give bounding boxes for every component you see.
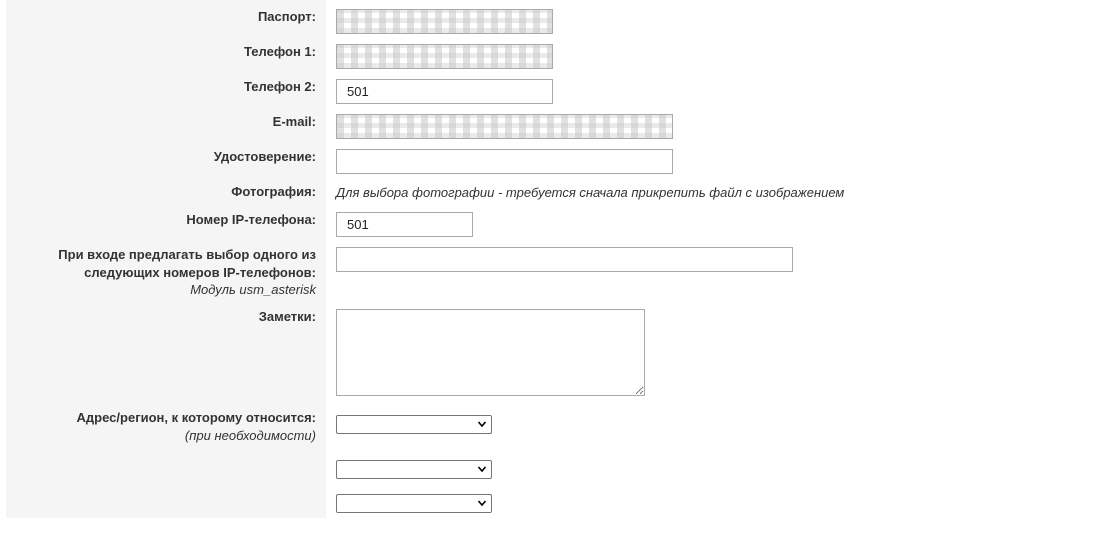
phone2-field[interactable]	[336, 79, 553, 104]
notes-label: Заметки:	[258, 309, 316, 324]
ip-choice-field[interactable]	[336, 247, 793, 272]
phone2-label: Телефон 2:	[243, 79, 316, 94]
ip-choice-label-line1: При входе предлагать выбор одного из	[58, 247, 316, 262]
id-card-label: Удостоверение:	[213, 149, 316, 164]
notes-textarea[interactable]	[336, 309, 645, 396]
email-label: E-mail:	[272, 114, 316, 129]
ip-phone-label: Номер IP-телефона:	[186, 212, 316, 227]
address-select-2[interactable]	[336, 460, 492, 479]
phone1-field[interactable]	[336, 44, 553, 69]
passport-field[interactable]	[336, 9, 553, 34]
address-sublabel: (при необходимости)	[184, 428, 316, 443]
ip-choice-label	[58, 246, 316, 299]
phone1-label: Телефон 1:	[243, 44, 316, 59]
ip-choice-label-line2: следующих номеров IP-телефонов:	[84, 264, 316, 280]
ip-phone-field[interactable]	[336, 212, 473, 237]
chevron-down-icon	[477, 464, 487, 474]
chevron-down-icon	[477, 498, 487, 508]
address-select-3[interactable]	[336, 494, 492, 513]
address-label-text: Адрес/регион, к которому относится:	[76, 410, 316, 425]
chevron-down-icon	[477, 419, 487, 429]
email-field[interactable]	[336, 114, 673, 139]
ip-choice-module-note: Модуль usm_asterisk	[190, 282, 316, 297]
address-label	[77, 409, 316, 445]
photo-label: Фотография:	[231, 184, 316, 199]
photo-hint: Для выбора фотографии - требуется сначала прикрепить файл с изображением	[336, 185, 845, 200]
passport-label: Паспорт:	[257, 9, 316, 24]
id-card-field[interactable]	[336, 149, 673, 174]
address-select-1[interactable]	[336, 415, 492, 434]
